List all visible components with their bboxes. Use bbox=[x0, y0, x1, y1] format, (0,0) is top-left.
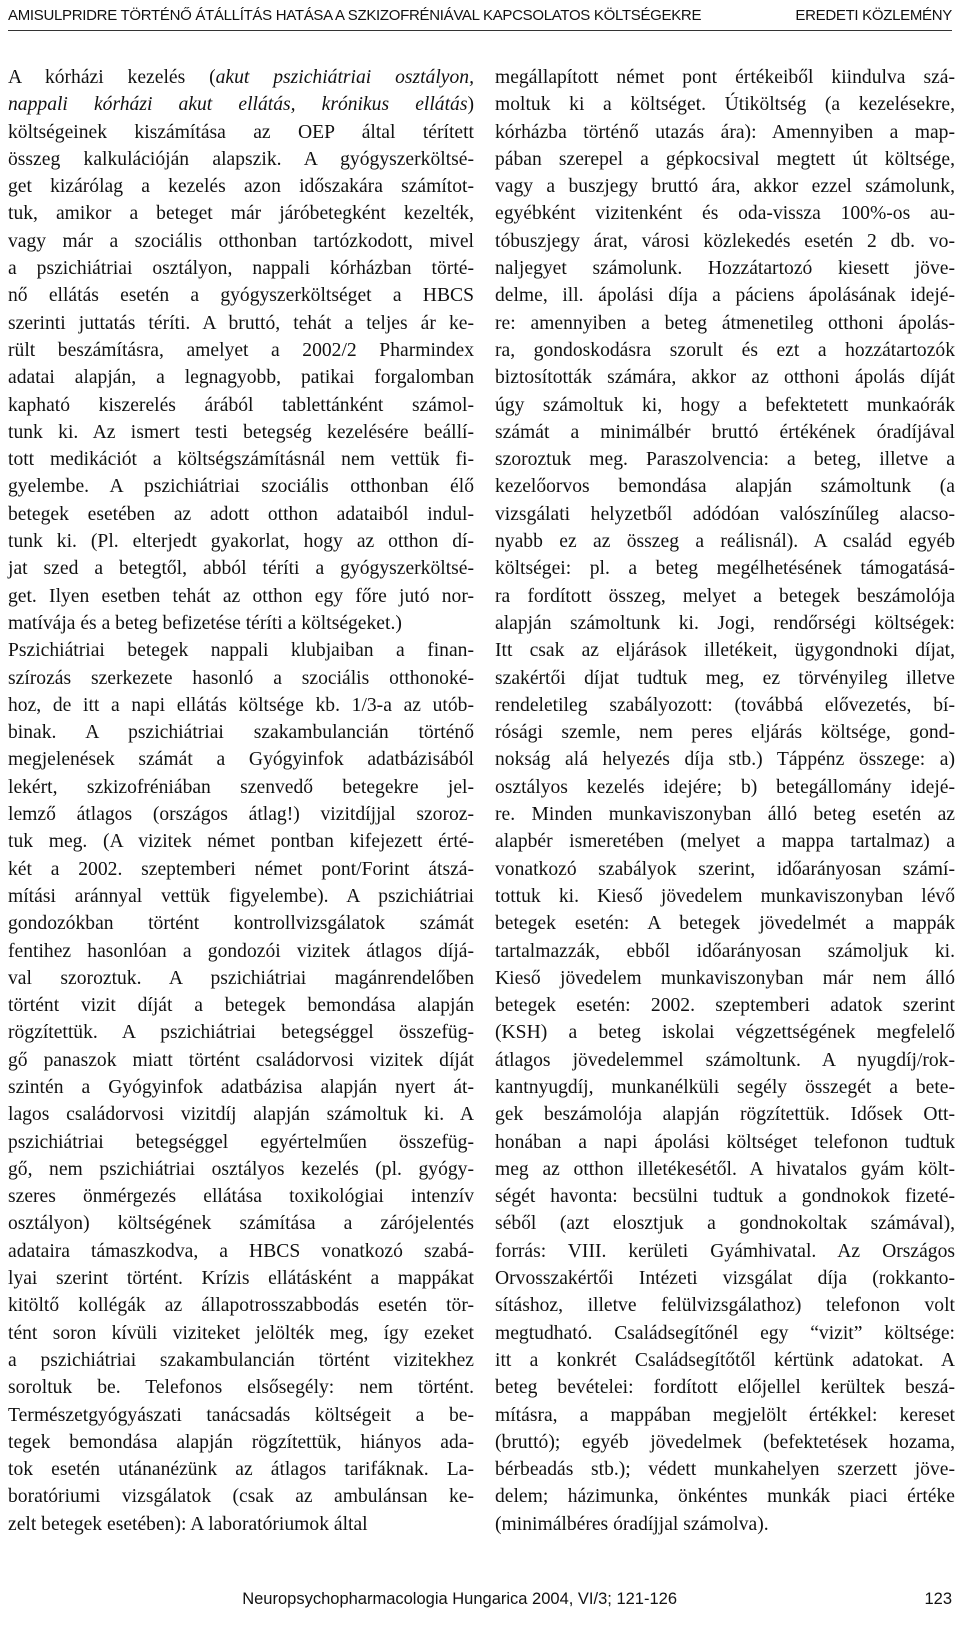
text-line: lagos családorvosi vizitdíj alapján számoltuk ki. A bbox=[8, 1104, 474, 1126]
text-line: szerinti juttatás téríti. A bruttó, tehát a teljes ár ke- bbox=[8, 312, 474, 334]
text-line: forrás: VIII. kerületi Gyámhivatal. Az Országos bbox=[495, 1240, 955, 1262]
text-line: szakértői díjat tudtuk meg, ez törvényileg illetve bbox=[495, 667, 955, 689]
text-line: kórházba történő utazás ára): Amennyiben a map- bbox=[495, 121, 955, 143]
text-line: vonatkozó szabályok szerint, időarányosan számí- bbox=[495, 858, 955, 880]
text-line: get. Ilyen esetben tehát az otthon egy főre jutó nor- bbox=[8, 585, 474, 607]
text-line: naljegyet számolunk. Hozzátartozó kiesett jöve- bbox=[495, 258, 955, 280]
running-footer bbox=[8, 1590, 952, 1620]
text-line: osztályon) költségének számítása a zárójelentés bbox=[8, 1213, 474, 1235]
text-line: tunk ki. Az ismert testi betegség kezelésére beállí- bbox=[8, 421, 474, 443]
text-line: fentihez hasonlóan a gondozói vizitek átlagos díjá- bbox=[8, 940, 474, 962]
text-line: mítási aránnyal vettük figyelembe). A pszichiátriai bbox=[8, 885, 474, 907]
text-line: költségei: pl. a beteg megélhetésének támogatásá- bbox=[495, 558, 955, 580]
text-line: gyelembe. A pszichiátriai szociális otthonban élő bbox=[8, 476, 474, 498]
text-line: itt a konkrét Családsegítőtől kértünk adatokat. A bbox=[495, 1349, 955, 1371]
text-line: rögzítettük. A pszichiátriai betegséggel összefüg- bbox=[8, 1022, 474, 1044]
text-line: két a 2002. szeptemberi német pont/Forint átszá- bbox=[8, 858, 474, 880]
text-line: kapható kiszerelés árából tablettánként számol- bbox=[8, 394, 474, 416]
text-line: rendeletileg szabályozott: (továbbá elővezetés, bí- bbox=[495, 694, 955, 716]
text-line: betegek esetében az adott otthon adataiból indul- bbox=[8, 503, 474, 525]
text-line: A kórházi kezelés (akut pszichiátriai osztályon, bbox=[8, 67, 474, 88]
text-line: tottuk ki. Kieső jövedelem munkaviszonyban lévő bbox=[495, 885, 955, 907]
text-line: tott medikációt a költségszámításnál nem vettük fi- bbox=[8, 449, 474, 471]
text-line: Pszichiátriai betegek nappali klubjaiban a finan- bbox=[8, 640, 474, 662]
text-line: úgy számoltuk ki, hogy a befektetett munkaórák bbox=[495, 394, 955, 416]
text-line: pszichiátriai betegséggel egyértelműen összefüg- bbox=[8, 1131, 474, 1153]
text-line: ra fordított összeg, melyet a betegek beszámolója bbox=[495, 585, 955, 607]
text-line: tuk meg. (A vizitek német pontban kifejezett érté- bbox=[8, 831, 474, 853]
text-line: gő panaszok miatt történt családorvosi vizitek díját bbox=[8, 1049, 474, 1071]
header-section: EREDETI KÖZLEMÉNY bbox=[795, 6, 952, 24]
text-line: Itt csak az eljárások illetékeit, ügygondnoki díjat, bbox=[495, 640, 955, 662]
text-line: a pszichiátriai szakambulancián történt vizitekhez bbox=[8, 1349, 474, 1371]
text-line: hoz, de itt a napi ellátás költsége kb. 1/3-a az utób- bbox=[8, 694, 474, 716]
text-line: alapbér ismeretében (melyet a mappa tartalmaz) a bbox=[495, 831, 955, 853]
text-line: Kieső jövedelem munkaviszonyban már nem álló bbox=[495, 967, 955, 989]
text-line: zelt betegek esetében): A laboratóriumok által bbox=[8, 1513, 368, 1535]
text-line: kezelőorvos bemondása alapján számoltunk (a bbox=[495, 476, 955, 498]
text-line: vagy a buszjegy bruttó ára, akkor ezzel számolunk, bbox=[495, 176, 955, 198]
header-title: AMISULPRIDRE TÖRTÉNŐ ÁTÁLLÍTÁS HATÁSA A SZKIZOFRÉNIÁVAL KAPCSOLATOS KÖLTSÉGEKRE bbox=[8, 6, 702, 24]
text-line: kitöltő kollégák az állapotrosszabbodás esetén tör- bbox=[8, 1295, 474, 1317]
text-line: meg az otthon illetékesétől. A hivatalos gyám költ- bbox=[495, 1158, 955, 1180]
text-line: (bruttó); egyéb jövedelmek (befektetések hozama, bbox=[495, 1431, 955, 1453]
text-line: tuk, amikor a beteget már járóbetegként kezelték, bbox=[8, 203, 474, 225]
text-line: sításhoz, illetve felülvizsgálathoz) telefonon volt bbox=[495, 1295, 955, 1317]
text-line: megtudható. Családsegítőnél egy “vizit” költsége: bbox=[495, 1322, 955, 1344]
text-line: a pszichiátriai osztályon, nappali kórházban törté- bbox=[8, 258, 474, 280]
text-line: tegek bemondása alapján rögzítettük, hiányos ada- bbox=[8, 1431, 474, 1453]
text-line: tartalmazzák, ebből időarányosan számoljuk ki. bbox=[495, 940, 955, 962]
text-line: kantnyugdíj, munkanélküli segély összegét a bete- bbox=[495, 1076, 955, 1098]
text-line: vizsgálati helyzetből adódóan valószínűleg alacso- bbox=[495, 503, 955, 525]
text-line: Orvosszakértői Intézeti vizsgálat díja (rokkanto- bbox=[495, 1268, 955, 1290]
text-line: matívája és a beteg befizetése téríti a költségeket.) bbox=[8, 612, 402, 634]
text-line: tóbuszjegy árat, városi közlekedés esetén 2 db. vo- bbox=[495, 230, 955, 252]
text-line: történt vizit díját a betegek bemondása alapján bbox=[8, 995, 474, 1017]
text-line: bérbeadás stb.); védett munkahelyen szerzett jöve- bbox=[495, 1459, 955, 1481]
text-line: szoroztuk meg. Paraszolvencia: a beteg, illetve a bbox=[495, 449, 955, 471]
text-line: rósági szemle, nem peres eljárás költsége, gond- bbox=[495, 722, 955, 744]
text-line: moltuk ki a költséget. Útiköltség (a kezelésekre, bbox=[495, 94, 955, 116]
text-line: boratóriumi vizsgálatok (csak az ambulánsan ke- bbox=[8, 1486, 474, 1508]
text-line: Természetgyógyászati tanácsadás költségeit a be- bbox=[8, 1404, 474, 1426]
text-line: get kizárólag a kezelés azon időszakára számítot- bbox=[8, 176, 474, 198]
text-line: beteg bevételei: fordított előjellel kerültek beszá- bbox=[495, 1377, 955, 1399]
text-line: delem; házimunka, önkéntes munkák piaci értéke bbox=[495, 1486, 955, 1508]
text-line: vagy már a szociális otthonban tartózkodott, mivel bbox=[8, 230, 474, 252]
text-line: (minimálbéres óradíjjal számolva). bbox=[495, 1513, 769, 1535]
text-line: alapján számoltunk ki. Jogi, rendőrségi költségek: bbox=[495, 612, 955, 634]
text-line: tunk ki. (Pl. elterjedt gyakorlat, hogy az otthon dí- bbox=[8, 531, 474, 553]
text-line: gek beszámolója alapján rögzítettük. Idősek Ott- bbox=[495, 1104, 955, 1126]
text-line: lyai szerint történt. Krízis ellátásként a mappákat bbox=[8, 1268, 474, 1290]
text-line: átlagos jövedelemmel számoltunk. A nyugdíj/rok- bbox=[495, 1049, 955, 1071]
text-line: betegek esetén: A betegek jövedelmét a mappák bbox=[495, 913, 955, 935]
text-line: gő, nem pszichiátriai osztályos kezelés (pl. gyógy- bbox=[8, 1158, 474, 1180]
text-line: nappali kórházi akut ellátás, krónikus ellátás) bbox=[8, 94, 474, 116]
text-line: lemző átlagos (országos átlag!) vizitdíjjal szoroz- bbox=[8, 804, 474, 826]
text-line: adataira támaszkodva, a HBCS vonatkozó szabá- bbox=[8, 1240, 474, 1262]
text-line: val szoroztuk. A pszichiátriai magánrendelőben bbox=[8, 967, 474, 989]
text-line: egyébként vizitenként és oda-vissza 100%-os au- bbox=[495, 203, 955, 225]
text-line: jat szed a betegtől, abból téríti a gyógyszerköltsé- bbox=[8, 558, 474, 580]
text-line: binak. A pszichiátriai szakambulancián történő bbox=[8, 722, 474, 744]
text-line: gondozókban történt kontrollvizsgálatok számát bbox=[8, 913, 474, 935]
text-line: tént soron kívüli viziteket jelölték meg, így ezeket bbox=[8, 1322, 474, 1344]
text-line: mításra, a mappában megjelölt értékkel: kereset bbox=[495, 1404, 955, 1426]
text-line: nokság alá helyezés díja stb.) Táppénz összege: a) bbox=[495, 749, 955, 771]
text-line: biztosították számára, akkor az otthoni ápolás díját bbox=[495, 367, 955, 389]
text-line: szírozás szerkezete hasonló a szociális otthonoké- bbox=[8, 667, 474, 689]
text-line: ségét havonta: becsülni tudtuk a gondnokok fizeté- bbox=[495, 1186, 955, 1208]
text-line: összeg kalkulációján alapszik. A gyógyszerköltsé- bbox=[8, 148, 474, 170]
text-line: megállapított német pont értékeiből kiindulva szá- bbox=[495, 67, 955, 88]
text-line: séből (azt elosztjuk a gondnokoltak számával), bbox=[495, 1213, 955, 1235]
text-line: nő ellátás esetén a gyógyszerköltséget a HBCS bbox=[8, 285, 474, 307]
text-line: lekért, szkizofréniában szenvedő betegekre jel- bbox=[8, 776, 474, 798]
text-line: re: amennyiben a beteg átmenetileg otthoni ápolás- bbox=[495, 312, 955, 334]
text-line: pában szerepel a gépkocsival megtett út költsége, bbox=[495, 148, 955, 170]
journal-citation: Neuropsychopharmacologia Hungarica 2004, VI/3; 121-126 bbox=[242, 1590, 677, 1608]
text-line: rült beszámításra, amelyet a 2002/2 Pharmindex bbox=[8, 339, 474, 361]
text-line: re. Minden munkaviszonyban álló beteg esetén az bbox=[495, 804, 955, 826]
text-line: honában a napi ápolási költséget telefonon tudtuk bbox=[495, 1131, 955, 1153]
text-line: betegek esetén: 2002. szeptemberi adatok szerint bbox=[495, 995, 955, 1017]
left-column bbox=[8, 64, 474, 1538]
text-line: delme, ill. ápolási díja a páciens ápolásának idejé- bbox=[495, 285, 955, 307]
text-line: szintén a Gyógyinfok adatbázisa alapján nyert át- bbox=[8, 1076, 474, 1098]
text-line: ra, gondoskodásra szorult és ezt a hozzátartozók bbox=[495, 339, 955, 361]
text-line: nyabb ez az összeg a reálisnál). A család egyéb bbox=[495, 531, 955, 553]
running-header bbox=[8, 0, 952, 31]
text-line: számát a minimálbér bruttó értékének óradíjával bbox=[495, 421, 955, 443]
page-number: 123 bbox=[924, 1590, 952, 1608]
text-line: soroltuk be. Telefonos elsősegély: nem történt. bbox=[8, 1377, 474, 1399]
right-column bbox=[495, 64, 955, 1538]
text-line: adatai alapján, a legnagyobb, patikai forgalomban bbox=[8, 367, 474, 389]
text-line: megjelenések számát a Gyógyinfok adatbázisából bbox=[8, 749, 474, 771]
text-line: költségeinek kiszámítása az OEP által térített bbox=[8, 121, 474, 143]
text-line: (KSH) a beteg iskolai végzettségének megfelelő bbox=[495, 1022, 955, 1044]
text-line: osztályos kezelés idejére; b) betegállomány idejé- bbox=[495, 776, 955, 798]
text-line: szeres önmérgezés ellátása toxikológiai intenzív bbox=[8, 1186, 474, 1208]
text-line: tok esetén utánanézünk az átlagos tarifáknak. La- bbox=[8, 1459, 474, 1481]
